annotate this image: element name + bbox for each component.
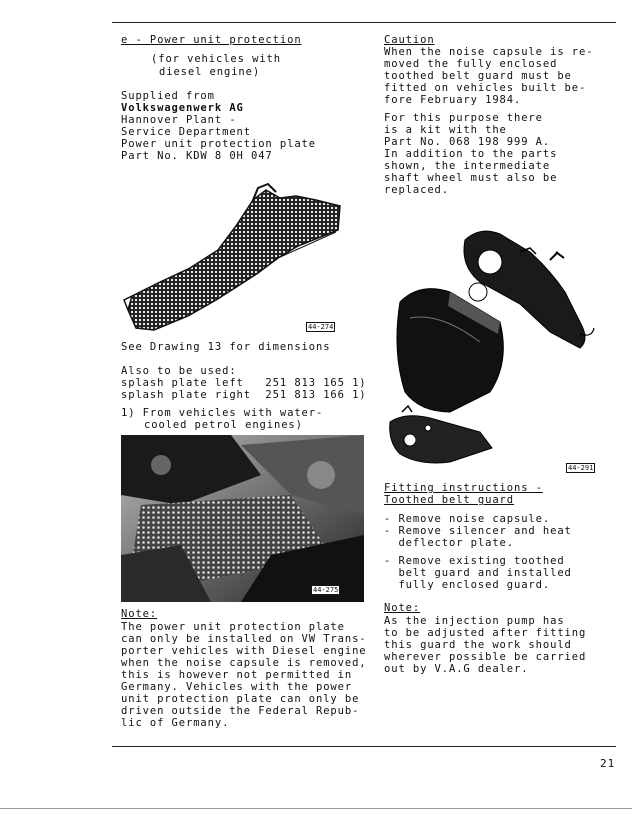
note-heading: Note: [384, 602, 421, 614]
footer-rule [0, 808, 632, 809]
top-rule [112, 22, 616, 23]
note-heading: Note: [121, 608, 158, 620]
footnote-line-2: cooled petrol engines) [144, 419, 303, 431]
step-line: fully enclosed guard. [384, 579, 551, 591]
fitting-heading: Fitting instructions - [384, 482, 543, 494]
splash-plate-right: splash plate right 251 813 166 1) [121, 389, 367, 401]
purpose-line: is a kit with the [384, 124, 507, 136]
note-line: this is however not permitted in [121, 669, 353, 681]
section-heading: e - Power unit protection [121, 34, 302, 46]
supplied-line: Supplied from [121, 90, 215, 102]
step-line: deflector plate. [384, 537, 514, 549]
underside-photo [121, 435, 364, 602]
note-line: driven outside the Federal Repub- [121, 705, 360, 717]
step-line: belt guard and installed [384, 567, 572, 579]
supplied-line: Power unit protection plate [121, 138, 316, 150]
purpose-line: shaft wheel must also be [384, 172, 558, 184]
note-line: wherever possible be carried [384, 651, 587, 663]
see-drawing-text: See Drawing 13 for dimensions [121, 341, 331, 353]
bottom-rule [112, 746, 616, 747]
also-used-line: Also to be used: [121, 365, 237, 377]
purpose-line: replaced. [384, 184, 449, 196]
supplied-line: Hannover Plant - [121, 114, 237, 126]
figure-tag: 44-274 [308, 323, 334, 331]
fitting-subheading: Toothed belt guard [384, 494, 514, 506]
underside-photo-drawing [121, 435, 364, 602]
note-line: As the injection pump has [384, 615, 565, 627]
note-line: Germany. Vehicles with the power [121, 681, 353, 693]
page-number: 21 [600, 757, 616, 770]
figure-tag: 44-291 [568, 464, 594, 472]
note-line: out by V.A.G dealer. [384, 663, 529, 675]
subheading-line-1: (for vehicles with [151, 53, 281, 65]
figure-tag: 44-275 [313, 586, 339, 594]
note-line: lic of Germany. [121, 717, 230, 729]
step-line: - Remove silencer and heat [384, 525, 572, 537]
belt-guard-figure [380, 222, 605, 478]
purpose-line: For this purpose there [384, 112, 543, 124]
kit-part-number: Part No. 068 198 999 A. [384, 136, 551, 148]
subheading-line-2: diesel engine) [159, 66, 261, 78]
caution-line: fore February 1984. [384, 94, 522, 106]
note-line: porter vehicles with Diesel engine [121, 645, 367, 657]
note-line: this guard the work should [384, 639, 572, 651]
caution-line: fitted on vehicles built be- [384, 82, 587, 94]
note-line: The power unit protection plate [121, 621, 345, 633]
footnote-line-1: 1) From vehicles with water- [121, 407, 324, 419]
note-line: when the noise capsule is removed, [121, 657, 367, 669]
supplied-line: Service Department [121, 126, 251, 138]
note-line: to be adjusted after fitting [384, 627, 587, 639]
note-line: unit protection plate can only be [121, 693, 360, 705]
part-number-line: Part No. KDW 8 0H 047 [121, 150, 273, 162]
supplier-name: Volkswagenwerk AG [121, 102, 244, 114]
purpose-line: shown, the intermediate [384, 160, 551, 172]
step-line: - Remove noise capsule. [384, 513, 551, 525]
splash-plate-left: splash plate left 251 813 165 1) [121, 377, 367, 389]
step-line: - Remove existing toothed [384, 555, 565, 567]
purpose-line: In addition to the parts [384, 148, 558, 160]
note-line: can only be installed on VW Trans- [121, 633, 367, 645]
protection-plate-figure [118, 178, 343, 338]
caution-heading: Caution [384, 34, 435, 46]
caution-line: moved the fully enclosed [384, 58, 558, 70]
caution-line: toothed belt guard must be [384, 70, 572, 82]
caution-line: When the noise capsule is re- [384, 46, 594, 58]
